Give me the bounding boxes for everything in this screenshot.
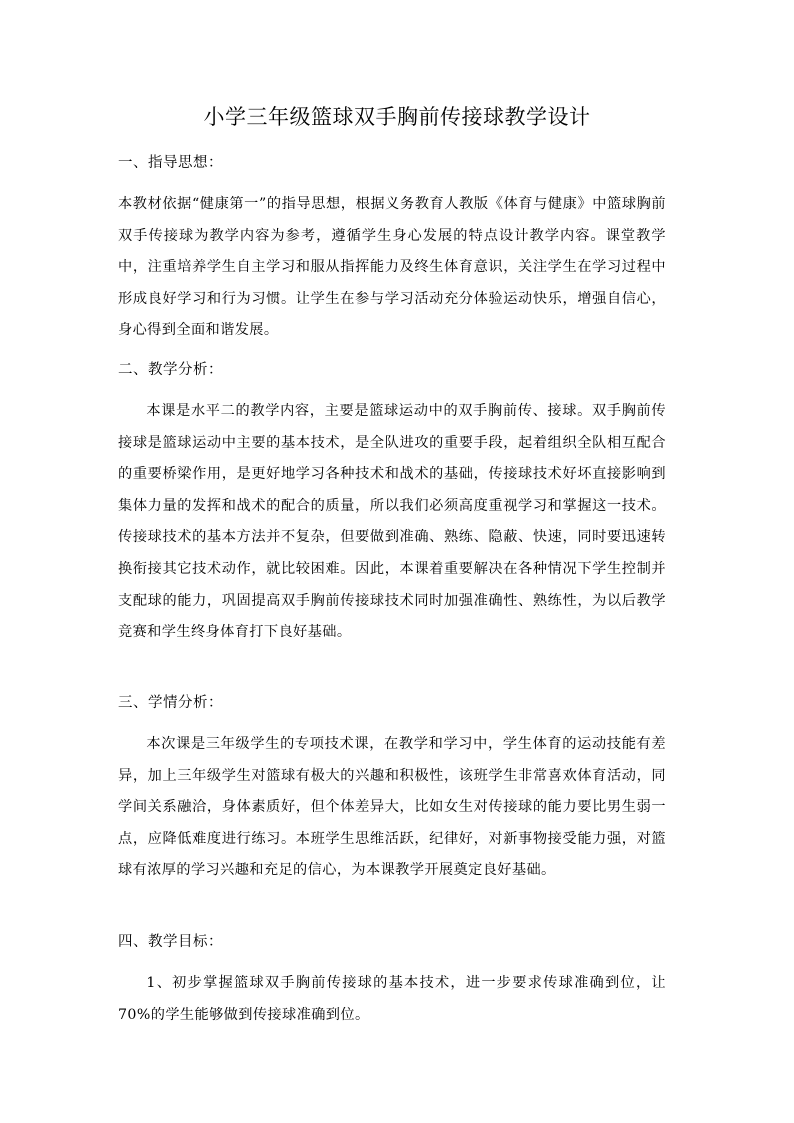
document-title: 小学三年级篮球双手胸前传接球教学设计: [203, 105, 591, 129]
section-heading-teaching-objectives: 四、教学目标：: [118, 934, 223, 950]
section-heading-student-analysis: 三、学情分析：: [118, 695, 223, 711]
section-heading-teaching-analysis: 二、教学分析：: [118, 362, 223, 378]
section-heading-guiding-ideology: 一、指导思想：: [118, 155, 223, 171]
paragraph-guiding-ideology: 本教材依据“健康第一”的指导思想，根据义务教育人教版《体育与健康》中篮球胸前双手传接球为教学内容为参考，遵循学生身心发展的特点设计教学内容。课堂教学中，注重培养学生自主学习和服从指挥能力及终生体育意识，关注学生在学习过程中形成良好学习和行为习惯。让学生在参与学习活动充分体验运动快乐，增强自信心，身心得到全面和谐发展。: [118, 196, 666, 339]
paragraph-teaching-analysis: 本课是水平二的教学内容，主要是篮球运动中的双手胸前传、接球。双手胸前传接球是篮球运动中主要的基本技术，是全队进攻的重要手段，起着组织全队相互配合的重要桥梁作用，是更好地学习各种技术和战术的基础，传接球技术好坏直接影响到集体力量的发挥和战术的配合的质量，所以我们必须高度重视学习和掌握这一技术。传接球技术的基本方法并不复杂，但要做到准确、熟练、隐蔽、快速，同时要迅速转换衔接其它技术动作，就比较困难。因此，本课着重要解决在各种情况下学生控制并支配球的能力，巩固提高双手胸前传接球技术同时加强准确性、熟练性，为以后教学竞赛和学生终身体育打下良好基础。: [118, 403, 666, 641]
paragraph-objective-1: 1、初步掌握篮球双手胸前传接球的基本技术，进一步要求传球准确到位，让 70%的学生能够做到传接球准确到位。: [118, 975, 666, 1023]
paragraph-student-analysis: 本次课是三年级学生的专项技术课，在教学和学习中，学生体育的运动技能有差异，加上三年级学生对篮球有极大的兴趣和积极性，该班学生非常喜欢体育活动，同学间关系融洽，身体素质好，但个体差异大，比如女生对传接球的能力要比男生弱一点，应降低难度进行练习。本班学生思维活跃，纪律好，对新事物接受能力强，对篮球有浓厚的学习兴趣和充足的信心，为本课教学开展奠定良好基础。: [118, 736, 666, 879]
